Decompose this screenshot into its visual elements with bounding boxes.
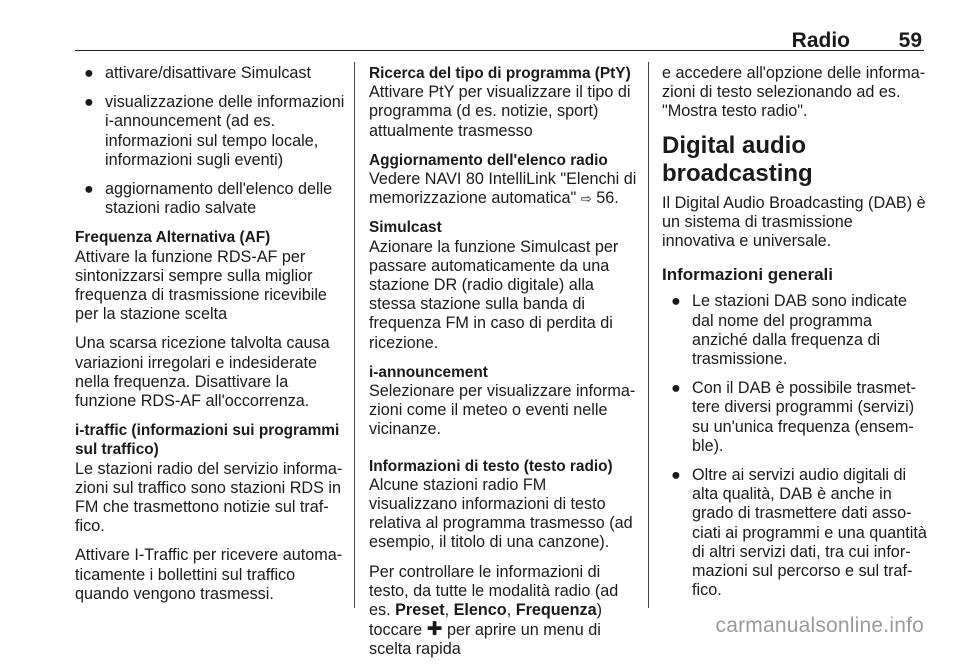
text-info-section bbox=[369, 457, 637, 553]
frequenza-label: Frequenza bbox=[515, 601, 597, 620]
section-heading: Frequenza Alternativa (AF) bbox=[75, 229, 271, 247]
subsection-title: Informazioni generali bbox=[662, 265, 833, 285]
column-divider bbox=[354, 62, 355, 608]
page-reference-arrow-icon: ⇨ bbox=[580, 191, 592, 207]
paragraph: Il Digital Audio Broadcasting (DAB) è un sistema di trasmissione innovativa e universale. bbox=[662, 193, 926, 251]
preset-label: Preset bbox=[395, 601, 445, 620]
section-heading: i-traffic (informazioni sui programmi sul traffico) bbox=[75, 422, 340, 459]
section-heading: Aggiornamento dell'elenco radio bbox=[369, 151, 608, 169]
simulcast-section bbox=[369, 218, 637, 352]
paragraph: Attivare I-Traffic per ricevere automaticamente i bollettini sul traffico quando vengono trasmessi. bbox=[75, 546, 343, 603]
paragraph: Attivare PtY per visualizzare il tipo di programma (d es. notizie, sport) attualmente trasmesso bbox=[369, 83, 631, 140]
list-item: ● Le stazioni DAB sono indicate dal nome del programma anziché dalla frequenza di trasmissione. bbox=[671, 292, 908, 369]
list-item: ● aggiornamento dell'elenco delle stazioni radio salvate bbox=[84, 180, 333, 218]
section-heading: Ricerca del tipo di programma (PtY) bbox=[369, 65, 631, 82]
pty-section bbox=[369, 64, 637, 141]
list-item: ● Con il DAB è possibile trasmettere diversi programmi (servizi) su un'unica frequenza (ensemble). bbox=[671, 379, 917, 455]
page-reference: 56. bbox=[596, 189, 619, 208]
paragraph: e accedere all'opzione delle informazioni di testo selezionando ad es. "Mostra testo radio". bbox=[662, 64, 926, 121]
watermark: carmanualsonline.info bbox=[715, 614, 924, 637]
bullet-icon: ● bbox=[671, 379, 681, 398]
bullet-icon: ● bbox=[84, 64, 94, 82]
paragraph: Attivare la funzione RDS-AF per sintonizzarsi sempre sulla miglior frequenza di trasmissione ricevibile per la stazione scelta bbox=[75, 247, 327, 324]
section-title: Digital audio broadcasting bbox=[662, 131, 813, 187]
paragraph: Vedere NAVI 80 IntelliLink "Elenchi di memorizzazione automatica" bbox=[369, 170, 637, 208]
column-3 bbox=[662, 64, 930, 610]
paragraph: Per controllare le informazioni di testo, da tutte le modalità radio (ad es. Preset, Elenco, Frequenza) toccare ✚ per aprire un menu di scelta rapida bbox=[369, 562, 619, 659]
plus-icon: ✚ bbox=[426, 619, 443, 641]
update-section bbox=[369, 151, 637, 209]
elenco-label: Elenco bbox=[453, 601, 507, 620]
section-heading: Informazioni di testo (testo radio) bbox=[369, 457, 613, 475]
bullet-icon: ● bbox=[84, 93, 94, 112]
column-divider bbox=[648, 62, 649, 608]
itraffic-section bbox=[75, 421, 346, 536]
paragraph: Azionare la funzione Simulcast per passare automaticamente da una stazione DR (radio digitale) alla stessa stazione sulla banda di frequenza FM in caso di perdita di ricezione. bbox=[369, 237, 619, 352]
paragraph: Alcune stazioni radio FM visualizzano informazioni di testo relativa al programma trasmesso (ad esempio, il titolo di una canzone). bbox=[369, 475, 633, 552]
section-heading: i-announcement bbox=[369, 363, 488, 381]
paragraph: Selezionare per visualizzare informazioni come il meteo o eventi nelle vicinanze. bbox=[369, 382, 636, 439]
list-item: ● Oltre ai servizi audio digitali di alta qualità, DAB è anche in grado di trasmettere dati associati ai programmi e una quantità di altri servizi dati, tra cui informazioni sul percorso e sul traffico. bbox=[671, 466, 927, 600]
bullet-icon: ● bbox=[671, 292, 681, 311]
column-1 bbox=[75, 64, 346, 614]
paragraph: Una scarsa ricezione talvolta causa variazioni irregolari e indesiderate nella frequenza. Disattivare la funzione RDS-AF all'occorrenza. bbox=[75, 334, 330, 411]
list-item: ● visualizzazione delle informazioni i-announcement (ad es. informazioni sul tempo locale, informazioni sugli eventi) bbox=[84, 93, 345, 169]
paragraph: Le stazioni radio del servizio informazioni sul traffico sono stazioni RDS in FM che trasmettono notizie sul traffico. bbox=[75, 459, 343, 536]
page-number: 59 bbox=[898, 29, 922, 52]
column-2 bbox=[369, 64, 637, 670]
list-item: ● attivare/disattivare Simulcast bbox=[84, 64, 312, 82]
page-title: Radio bbox=[791, 29, 850, 52]
bullet-icon: ● bbox=[671, 466, 681, 485]
section-heading: Simulcast bbox=[369, 219, 442, 237]
bullet-icon: ● bbox=[84, 180, 94, 199]
iannouncement-section bbox=[369, 363, 637, 440]
page-header bbox=[75, 0, 924, 51]
af-section bbox=[75, 228, 346, 324]
